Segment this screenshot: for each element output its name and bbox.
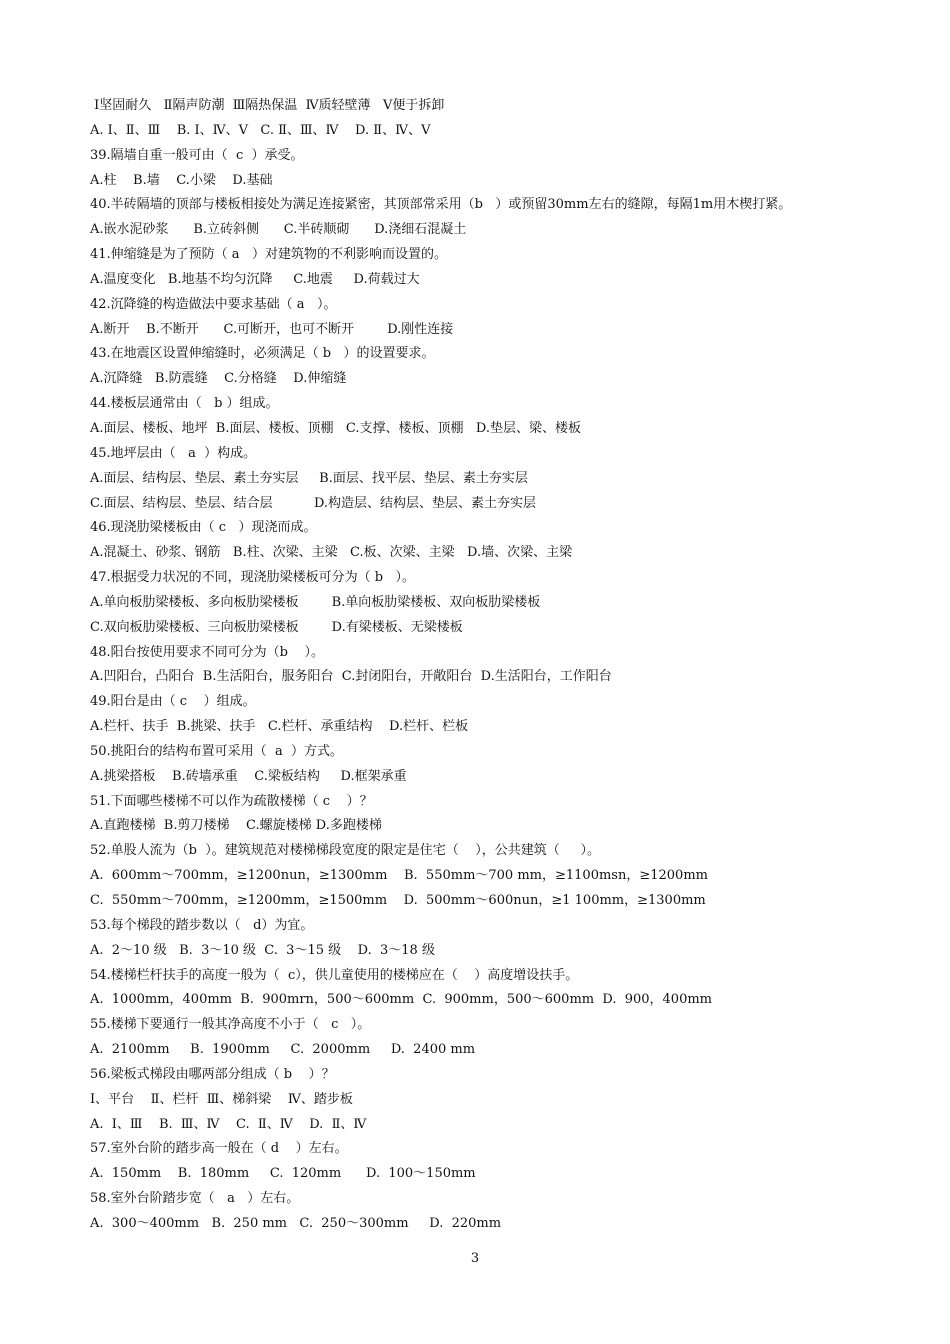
text-line: 56.梁板式梯段由哪两部分组成（ b ）？ <box>90 1066 335 1082</box>
text-line: 40.半砖隔墙的顶部与楼板相接处为满足连接紧密，其顶部常采用（b ）或预留30mm左右的缝隙，每隔1m用木楔打紧。 <box>90 197 792 213</box>
text-line: Ⅰ、平台 Ⅱ、栏杆 Ⅲ、梯斜梁 Ⅳ、踏步板 <box>90 1091 353 1107</box>
text-line: 53.每个梯段的踏步数以（ d）为宜。 <box>90 917 314 933</box>
text-line: 46.现浇肋梁楼板由（ c ）现浇而成。 <box>90 520 317 536</box>
page-number: 3 <box>470 1251 480 1266</box>
text-line: 51.下面哪些楼梯不可以作为疏散楼梯（ c ）？ <box>90 793 373 809</box>
text-line: 48.阳台按使用要求不同可分为（b ）。 <box>90 644 325 660</box>
text-line: A.断开 B.不断开 C.可断开，也可不断开 D.刚性连接 <box>90 321 454 337</box>
question-text-block <box>90 94 910 1237</box>
text-line: A. 2～10 级 B. 3～10 级 C. 3～15 级 D. 3～18 级 <box>90 942 435 958</box>
text-line: A. 300～400mm B. 250 mm C. 250～300mm D. 220mm <box>90 1215 502 1231</box>
text-line: 55.楼梯下要通行一般其净高度不小于（ c ）。 <box>90 1017 371 1033</box>
text-line: A.直跑楼梯 B.剪刀楼梯 C.螺旋楼梯 D.多跑楼梯 <box>90 818 382 834</box>
text-line: 44.楼板层通常由（ b ）组成。 <box>90 396 279 412</box>
text-line: 50.挑阳台的结构布置可采用（ a ）方式。 <box>90 743 343 759</box>
text-line: A.凹阳台，凸阳台 B.生活阳台，服务阳台 C.封闭阳台，开敞阳台 D.生活阳台，工作阳台 <box>90 669 612 685</box>
text-line: 42.沉降缝的构造做法中要求基础（ a ）。 <box>90 296 337 312</box>
text-line: 47.根据受力状况的不同，现浇肋梁楼板可分为（ b ）。 <box>90 570 416 586</box>
text-line: 45.地坪层由（ a ）构成。 <box>90 445 257 461</box>
text-line: A. 150mm B. 180mm C. 120mm D. 100～150mm <box>90 1166 476 1182</box>
text-line: A. Ⅰ、Ⅱ、Ⅲ B. Ⅰ、Ⅳ、Ⅴ C. Ⅱ、Ⅲ、Ⅳ D. Ⅱ、Ⅳ、Ⅴ <box>90 122 431 138</box>
text-line: A. 1000mm，400mm B. 900mrn，500～600mm C. 900mm，500～600mm D. 900，400mm <box>90 992 713 1008</box>
text-line: A. 600mm～700mm，≥1200nun，≥1300mm B. 550mm～700 mm，≥1100msn，≥1200mm <box>90 868 708 884</box>
text-line: A.沉降缝 B.防震缝 C.分格缝 D.伸缩缝 <box>90 371 347 387</box>
text-line: C.面层、结构层、垫层、结合层 D.构造层、结构层、垫层、素土夯实层 <box>90 495 537 511</box>
text-line: A.柱 B.墙 C.小梁 D.基础 <box>90 172 273 188</box>
text-line: A.面层、结构层、垫层、素土夯实层 B.面层、找平层、垫层、素土夯实层 <box>90 470 528 486</box>
text-line: 41.伸缩缝是为了预防（ a ）对建筑物的不利影响而设置的。 <box>90 247 447 263</box>
text-line: 43.在地震区设置伸缩缝时，必须满足（ b ）的设置要求。 <box>90 346 435 362</box>
text-line: 49.阳台是由（ c ）组成。 <box>90 694 256 710</box>
text-line: A. Ⅰ、Ⅲ B. Ⅲ、Ⅳ C. Ⅱ、Ⅳ D. Ⅱ、Ⅳ <box>90 1116 367 1132</box>
text-line: 54.楼梯栏杆扶手的高度一般为（ c），供儿童使用的楼梯应在（ ）高度增设扶手。 <box>90 967 579 983</box>
text-line: A.面层、楼板、地坪 B.面层、楼板、顶棚 C.支撑、楼板、顶棚 D.垫层、梁、楼板 <box>90 420 581 436</box>
text-line: A.嵌水泥砂浆 B.立砖斜侧 C.半砖顺砌 D.浇细石混凝土 <box>90 222 467 238</box>
text-line: A.单向板肋梁楼板、多向板肋梁楼板 B.单向板肋梁楼板、双向板肋梁楼板 <box>90 594 541 610</box>
text-line: A.混凝土、砂浆、钢筋 B.柱、次梁、主梁 C.板、次梁、主梁 D.墙、次梁、主梁 <box>90 545 573 561</box>
text-line: C.双向板肋梁楼板、三向板肋梁楼板 D.有梁楼板、无梁楼板 <box>90 619 463 635</box>
text-line: Ⅰ坚固耐久 Ⅱ隔声防潮 Ⅲ隔热保温 Ⅳ质轻壁薄 Ⅴ便于拆卸 <box>90 98 445 113</box>
text-line: A. 2100mm B. 1900mm C. 2000mm D. 2400 mm <box>90 1042 476 1058</box>
text-line: C. 550mm～700mm，≥1200mm，≥1500mm D. 500mm～600nun，≥1 100mm，≥1300mm <box>90 893 706 908</box>
text-line: A.栏杆、扶手 B.挑梁、扶手 C.栏杆、承重结构 D.栏杆、栏板 <box>90 719 469 735</box>
text-line: 57.室外台阶的踏步高一般在（ d ）左右。 <box>90 1141 348 1157</box>
text-line: A.挑梁搭板 B.砖墙承重 C.梁板结构 D.框架承重 <box>90 768 407 784</box>
text-line: A.温度变化 B.地基不均匀沉降 C.地震 D.荷载过大 <box>90 271 420 287</box>
text-line: 39.隔墙自重一般可由（ c ）承受。 <box>90 147 304 163</box>
text-line: 58.室外台阶踏步宽（ a ）左右。 <box>90 1191 300 1207</box>
text-line: 52.单股人流为（b ）。建筑规范对楼梯梯段宽度的限定是住宅（ ），公共建筑（ ）。 <box>90 843 600 859</box>
